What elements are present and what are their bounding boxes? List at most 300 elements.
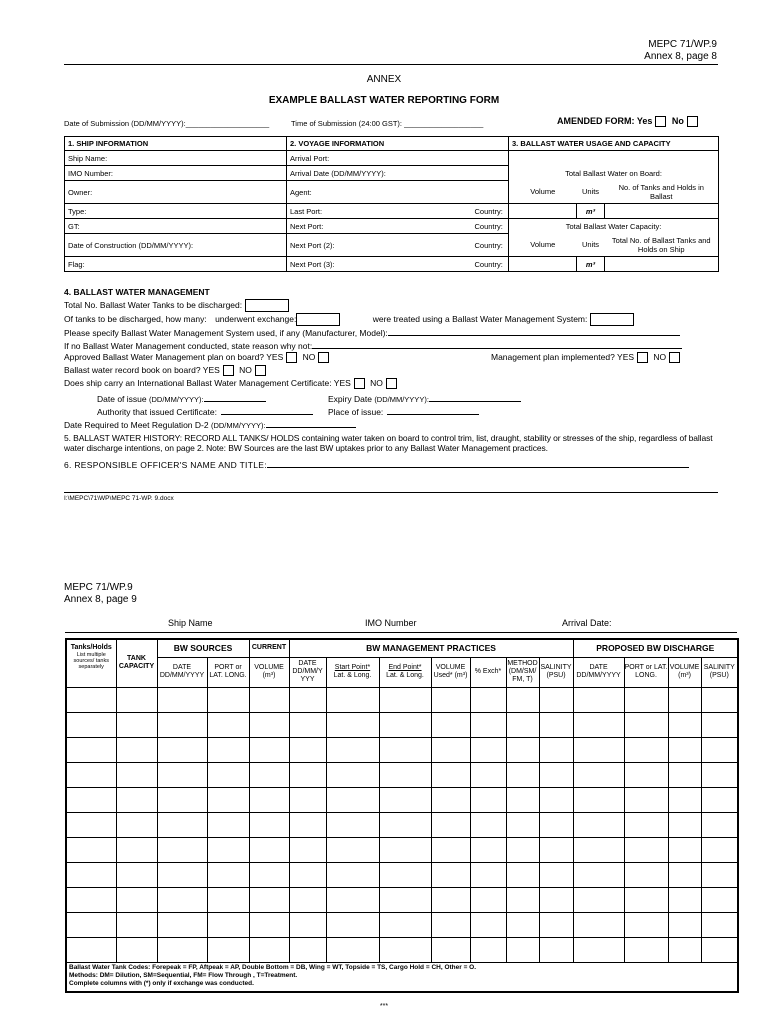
capacity-tanks-input[interactable] [605, 257, 719, 272]
tanks-holds-header [66, 639, 116, 687]
table-cell[interactable] [379, 712, 431, 737]
tanks-breakdown-row [64, 313, 634, 326]
approved-plan-yes-checkbox[interactable] [286, 352, 297, 363]
table-cell[interactable] [66, 887, 116, 912]
bwms-specify-row [64, 326, 680, 338]
table-row [66, 887, 738, 912]
table-cell[interactable] [668, 887, 701, 912]
d2-date-input[interactable] [266, 418, 356, 428]
source-port-header: PORT or LAT. LONG. [207, 657, 249, 687]
table-cell[interactable] [701, 887, 738, 912]
table-cell[interactable] [289, 787, 326, 812]
arrival-date-label: Arrival Date: [562, 618, 612, 628]
table-cell[interactable] [289, 937, 326, 962]
capacity-units: m³ [577, 257, 605, 272]
table-cell[interactable] [289, 737, 326, 762]
table-cell[interactable] [249, 687, 289, 712]
gt-field[interactable]: GT: [65, 219, 287, 234]
table-cell[interactable] [470, 762, 506, 787]
table-cell[interactable] [431, 687, 470, 712]
table-cell[interactable] [116, 687, 157, 712]
table-cell[interactable] [470, 887, 506, 912]
table-cell[interactable] [157, 812, 207, 837]
table-cell[interactable] [289, 762, 326, 787]
table-cell[interactable] [624, 887, 668, 912]
record-book-no-label: NO [239, 365, 252, 375]
certificate-yes-label: YES [333, 378, 351, 388]
page-reference [560, 39, 717, 63]
table-cell[interactable] [326, 762, 379, 787]
mgmt-date-header: DATE DD/MM/Y YYY [289, 657, 326, 687]
arrival-port-field[interactable]: Arrival Port: [287, 151, 509, 166]
amended-no-checkbox[interactable] [687, 116, 698, 127]
table-cell[interactable] [326, 912, 379, 937]
table-cell[interactable] [326, 887, 379, 912]
imo-number-label: IMO Number [365, 618, 417, 628]
table-cell[interactable] [701, 862, 738, 887]
table-cell[interactable] [668, 937, 701, 962]
table-cell[interactable] [470, 712, 506, 737]
ship-line-rule [65, 632, 737, 633]
responsible-officer-input[interactable] [267, 458, 689, 468]
table-cell[interactable] [573, 812, 624, 837]
table-cell[interactable] [207, 837, 249, 862]
table-cell[interactable] [116, 862, 157, 887]
bwms-specify-input[interactable] [388, 326, 680, 336]
no-management-reason-input[interactable] [312, 339, 682, 349]
next-port-3-label: Next Port (3): [290, 259, 335, 269]
table-cell[interactable] [157, 687, 207, 712]
table-cell[interactable] [701, 762, 738, 787]
table-cell[interactable] [249, 887, 289, 912]
flag-field[interactable]: Flag: [65, 257, 287, 272]
date-of-issue-input[interactable] [204, 392, 266, 402]
table-cell[interactable] [539, 912, 573, 937]
table-cell[interactable] [207, 812, 249, 837]
responsible-officer-row [64, 458, 689, 470]
table-cell[interactable] [289, 712, 326, 737]
no-management-label: If no Ballast Water Management conducted, state reason why not: [64, 341, 313, 351]
ship-voyage-table [64, 136, 719, 272]
amended-label: AMENDED FORM: [557, 116, 635, 126]
ballast-history-table [65, 638, 739, 993]
time-of-submission-field[interactable]: Time of Submission (24:00 GST): ___________________ [291, 119, 484, 128]
table-cell[interactable] [668, 812, 701, 837]
table-cell[interactable] [701, 912, 738, 937]
tank-codes-note: Ballast Water Tank Codes: Forepeak = FP, Aftpeak = AP, Double Bottom = DB, Wing = WT, Topside = TS, Cargo Hold = CH, Other = O. [69, 963, 477, 971]
table-cell[interactable] [668, 737, 701, 762]
certificate-yes-checkbox[interactable] [354, 378, 365, 389]
table-cell[interactable] [289, 687, 326, 712]
treated-label: were treated using a Ballast Water Management System: [372, 313, 588, 324]
table-cell[interactable] [249, 912, 289, 937]
table-cell[interactable] [157, 887, 207, 912]
tank-capacity-header: TANK CAPACITY [116, 639, 157, 687]
table-cell[interactable] [470, 787, 506, 812]
table-cell[interactable] [701, 937, 738, 962]
table-cell[interactable] [207, 762, 249, 787]
annex-heading: ANNEX [366, 74, 402, 85]
page2-reference [64, 582, 137, 606]
total-capacity-label: Total Ballast Water Capacity: [509, 219, 719, 234]
plan-implemented-no-checkbox[interactable] [669, 352, 680, 363]
table-cell[interactable] [470, 937, 506, 962]
table-cell[interactable] [326, 737, 379, 762]
table-cell[interactable] [539, 687, 573, 712]
onboard-tanks-input[interactable] [605, 204, 719, 219]
treated-input[interactable] [590, 313, 634, 326]
plan-implemented-yes-checkbox[interactable] [637, 352, 648, 363]
table-cell[interactable] [66, 737, 116, 762]
table-row [66, 712, 738, 737]
table-cell[interactable] [506, 812, 539, 837]
plan-implemented-row [491, 352, 683, 363]
table-cell[interactable] [116, 937, 157, 962]
table-cell[interactable] [66, 762, 116, 787]
last-port-field[interactable] [287, 204, 509, 219]
table-cell[interactable] [116, 812, 157, 837]
source-date-header: DATE DD/MM/YYYY [157, 657, 207, 687]
approved-plan-yes-label: YES [266, 352, 284, 362]
tanks-in-ballast-label: No. of Tanks and Holds in Ballast [605, 181, 719, 204]
plan-implemented-yes-label: YES [617, 352, 635, 362]
table-cell[interactable] [539, 737, 573, 762]
table-cell[interactable] [624, 937, 668, 962]
table-cell[interactable] [379, 837, 431, 862]
ballast-history-note: 5. BALLAST WATER HISTORY: RECORD ALL TANKS/ HOLDS containing water taken on board to control trim, list, draught, stability or stresses of the ship, regardless of ballast water discharge intentions, on page 2. Note: BW Sources are the last BW uptakes prior to any Ballast Water Management practices. [64, 433, 713, 453]
form-title: EXAMPLE BALLAST WATER REPORTING FORM [268, 95, 500, 106]
table-row [66, 912, 738, 937]
table-cell[interactable] [326, 787, 379, 812]
table-cell[interactable] [249, 812, 289, 837]
table-cell[interactable] [249, 712, 289, 737]
tanks-holds-label: Tanks/Holds [70, 644, 112, 651]
certificate-no-label: NO [370, 378, 383, 388]
table-cell[interactable] [326, 687, 379, 712]
table-cell[interactable] [573, 912, 624, 937]
date-of-construction-field[interactable]: Date of Construction (DD/MM/YYYY): [65, 234, 287, 257]
record-book-yes-checkbox[interactable] [223, 365, 234, 376]
table-cell[interactable] [249, 762, 289, 787]
ship-name-field[interactable]: Ship Name: [65, 151, 287, 166]
table-cell[interactable] [66, 687, 116, 712]
table-cell[interactable] [624, 762, 668, 787]
discharge-volume-header: VOLUME (m³) [668, 657, 701, 687]
table-cell[interactable] [207, 937, 249, 962]
place-of-issue-label: Place of issue: [328, 407, 384, 417]
table-cell[interactable] [66, 712, 116, 737]
table-cell[interactable] [573, 737, 624, 762]
date-of-submission-field[interactable]: Date of Submission (DD/MM/YYYY):____________________ [64, 119, 270, 128]
table-cell[interactable] [506, 937, 539, 962]
table-cell[interactable] [506, 712, 539, 737]
table-cell[interactable] [157, 787, 207, 812]
table-cell[interactable] [289, 812, 326, 837]
table-cell[interactable] [157, 862, 207, 887]
table-cell[interactable] [701, 812, 738, 837]
table-cell[interactable] [66, 837, 116, 862]
ballast-management-heading: 4. BALLAST WATER MANAGEMENT [64, 287, 210, 297]
table-cell[interactable] [289, 887, 326, 912]
table-cell[interactable] [506, 837, 539, 862]
table-cell[interactable] [207, 712, 249, 737]
table-cell[interactable] [701, 737, 738, 762]
table-cell[interactable] [431, 862, 470, 887]
d2-date-label: Date Required to Meet Regulation D-2 [64, 420, 209, 430]
table-cell[interactable] [506, 862, 539, 887]
approved-plan-no-checkbox[interactable] [318, 352, 329, 363]
annex-page: Annex 8, page 8 [644, 51, 717, 62]
table-cell[interactable] [66, 787, 116, 812]
owner-field[interactable]: Owner: [65, 181, 287, 204]
table-cell[interactable] [326, 712, 379, 737]
next-port-label: Next Port: [290, 221, 324, 231]
table-cell[interactable] [668, 787, 701, 812]
table-cell[interactable] [573, 837, 624, 862]
table-cell[interactable] [506, 762, 539, 787]
footer-rule [64, 492, 718, 493]
table-cell[interactable] [249, 937, 289, 962]
page2-doc-symbol: MEPC 71/WP.9 [64, 582, 133, 593]
next-port-2-country-label: Country: [474, 240, 503, 250]
table-cell[interactable] [431, 712, 470, 737]
table-cell[interactable] [207, 687, 249, 712]
table-cell[interactable] [157, 762, 207, 787]
table-cell[interactable] [379, 937, 431, 962]
table-cell[interactable] [624, 912, 668, 937]
total-tanks-label: Total No. Ballast Water Tanks to be discharged: [64, 299, 243, 310]
pct-exchange-header: % Exch* [470, 657, 506, 687]
agent-field[interactable]: Agent: [287, 181, 509, 204]
expiry-date-label: Expiry Date [328, 394, 372, 404]
certificate-row [64, 378, 400, 389]
approved-plan-row [64, 352, 332, 363]
table-cell[interactable] [624, 687, 668, 712]
table-cell[interactable] [506, 787, 539, 812]
discharge-salinity-header: SALINITY (PSU) [701, 657, 738, 687]
table-cell[interactable] [539, 937, 573, 962]
authority-label: Authority that issued Certificate: [97, 407, 218, 417]
table-cell[interactable] [431, 887, 470, 912]
table-cell[interactable] [157, 712, 207, 737]
end-latlong-label: Lat. & Long. [386, 672, 424, 679]
table-cell[interactable] [506, 887, 539, 912]
type-field[interactable]: Type: [65, 204, 287, 219]
approved-plan-label: Approved Ballast Water Management plan on board? [64, 352, 265, 362]
table-cell[interactable] [157, 737, 207, 762]
authority-input[interactable] [221, 405, 313, 415]
table-cell[interactable] [431, 787, 470, 812]
plan-implemented-no-label: NO [653, 352, 667, 362]
table-cell[interactable] [326, 812, 379, 837]
date-of-issue-format: (DD/MM/YYYY): [149, 395, 204, 404]
table-cell[interactable] [66, 912, 116, 937]
table-cell[interactable] [157, 937, 207, 962]
last-port-label: Last Port: [290, 206, 323, 216]
table-cell[interactable] [668, 862, 701, 887]
table-cell[interactable] [379, 737, 431, 762]
amended-no-label: No [671, 116, 684, 126]
table-cell[interactable] [701, 687, 738, 712]
table-cell[interactable] [289, 862, 326, 887]
discharge-port-header: PORT or LAT. LONG. [624, 657, 668, 687]
table-cell[interactable] [701, 712, 738, 737]
table-cell[interactable] [116, 712, 157, 737]
table-cell[interactable] [431, 737, 470, 762]
table-cell[interactable] [207, 737, 249, 762]
table-cell[interactable] [701, 837, 738, 862]
amended-form [557, 116, 701, 127]
table-cell[interactable] [431, 762, 470, 787]
table-cell[interactable] [624, 712, 668, 737]
arrival-date-field[interactable]: Arrival Date (DD/MM/YYYY): [287, 166, 509, 181]
table-cell[interactable] [249, 737, 289, 762]
record-book-no-checkbox[interactable] [255, 365, 266, 376]
capacity-volume-input[interactable] [509, 257, 577, 272]
table-cell[interactable] [668, 837, 701, 862]
record-book-yes-label: YES [202, 365, 220, 375]
tanks-holds-note: List multiple sources/ tanks separately [73, 652, 109, 670]
table-cell[interactable] [701, 787, 738, 812]
table-cell[interactable] [379, 762, 431, 787]
table-cell[interactable] [573, 937, 624, 962]
footer-file-path: I:\MEPC\71\WP\MEPC 71-WP. 9.docx [64, 495, 174, 502]
table-cell[interactable] [116, 737, 157, 762]
table-cell[interactable] [539, 712, 573, 737]
expiry-date-input[interactable] [429, 392, 521, 402]
table-cell[interactable] [431, 812, 470, 837]
table-cell[interactable] [289, 912, 326, 937]
table-cell[interactable] [379, 912, 431, 937]
amended-yes-checkbox[interactable] [655, 116, 666, 127]
table-cell[interactable] [379, 812, 431, 837]
table-cell[interactable] [207, 912, 249, 937]
table-cell[interactable] [668, 912, 701, 937]
table-cell[interactable] [116, 887, 157, 912]
table-cell[interactable] [573, 712, 624, 737]
table-cell[interactable] [506, 687, 539, 712]
table-cell[interactable] [470, 837, 506, 862]
last-port-country-label: Country: [474, 206, 503, 216]
place-of-issue-input[interactable] [387, 405, 479, 415]
table-row [66, 862, 738, 887]
total-tanks-row [64, 299, 289, 312]
table-cell[interactable] [249, 787, 289, 812]
expiry-date-format: (DD/MM/YYYY): [374, 395, 429, 404]
table-cell[interactable] [470, 737, 506, 762]
next-port-2-field[interactable] [287, 234, 509, 257]
table-cell[interactable] [470, 862, 506, 887]
table-cell[interactable] [668, 712, 701, 737]
table-cell[interactable] [431, 912, 470, 937]
table-cell[interactable] [668, 687, 701, 712]
table-cell[interactable] [624, 737, 668, 762]
next-port-3-field[interactable] [287, 257, 509, 272]
table-cell[interactable] [573, 862, 624, 887]
table-cell[interactable] [249, 837, 289, 862]
next-port-2-label: Next Port (2): [290, 240, 335, 250]
header-rule [64, 64, 718, 65]
table-cell[interactable] [116, 912, 157, 937]
table-cell[interactable] [431, 937, 470, 962]
table-cell[interactable] [668, 762, 701, 787]
date-of-issue-label: Date of issue [97, 394, 147, 404]
table-cell[interactable] [539, 837, 573, 862]
d2-date-format: (DD/MM/YYYY): [210, 421, 266, 430]
table-cell[interactable] [539, 787, 573, 812]
table-cell[interactable] [573, 687, 624, 712]
table-cell[interactable] [573, 762, 624, 787]
d2-date-row [64, 418, 356, 431]
underwent-exchange-input[interactable] [296, 313, 340, 326]
table-cell[interactable] [624, 787, 668, 812]
table-cell[interactable] [539, 887, 573, 912]
no-management-row [64, 339, 682, 351]
mgmt-salinity-header: SALINITY (PSU) [539, 657, 573, 687]
table-cell[interactable] [116, 762, 157, 787]
table-cell[interactable] [539, 762, 573, 787]
table-cell[interactable] [470, 687, 506, 712]
table-cell[interactable] [326, 837, 379, 862]
table-cell[interactable] [66, 937, 116, 962]
table-cell[interactable] [506, 737, 539, 762]
underwent-exchange-label: underwent exchange: [215, 313, 297, 324]
table-cell[interactable] [116, 837, 157, 862]
table-cell[interactable] [624, 837, 668, 862]
next-port-field[interactable] [287, 219, 509, 234]
table-cell[interactable] [539, 862, 573, 887]
table-cell[interactable] [624, 812, 668, 837]
table-cell[interactable] [157, 912, 207, 937]
date-of-issue-row [97, 392, 266, 405]
table-cell[interactable] [116, 787, 157, 812]
certificate-no-checkbox[interactable] [386, 378, 397, 389]
units-label: Units [577, 181, 605, 204]
volume-label: Volume [509, 181, 577, 204]
table-cell[interactable] [379, 862, 431, 887]
table-cell[interactable] [66, 862, 116, 887]
onboard-units: m³ [577, 204, 605, 219]
bw-management-header: BW MANAGEMENT PRACTICES [289, 639, 573, 657]
total-tanks-input[interactable] [245, 299, 289, 312]
table-cell[interactable] [326, 862, 379, 887]
table-cell[interactable] [289, 837, 326, 862]
table-cell[interactable] [379, 887, 431, 912]
table-cell[interactable] [326, 937, 379, 962]
table-cell[interactable] [470, 912, 506, 937]
table-cell[interactable] [157, 837, 207, 862]
imo-number-field[interactable]: IMO Number: [65, 166, 287, 181]
table-cell[interactable] [379, 687, 431, 712]
table-cell[interactable] [207, 787, 249, 812]
table-cell[interactable] [207, 887, 249, 912]
table-cell[interactable] [624, 862, 668, 887]
table-cell[interactable] [66, 812, 116, 837]
table-cell[interactable] [470, 812, 506, 837]
table-cell[interactable] [506, 912, 539, 937]
table-cell[interactable] [431, 837, 470, 862]
table-cell[interactable] [573, 787, 624, 812]
end-of-document-mark: *** [379, 1003, 389, 1010]
table-cell[interactable] [207, 862, 249, 887]
record-book-label: Ballast water record book on board? [64, 365, 201, 375]
total-tanks-on-ship-label: Total No. of Ballast Tanks and Holds on Ship [605, 234, 719, 257]
table-cell[interactable] [249, 862, 289, 887]
table-cell[interactable] [539, 812, 573, 837]
table-cell[interactable] [379, 787, 431, 812]
table-cell[interactable] [573, 887, 624, 912]
onboard-volume-input[interactable] [509, 204, 577, 219]
